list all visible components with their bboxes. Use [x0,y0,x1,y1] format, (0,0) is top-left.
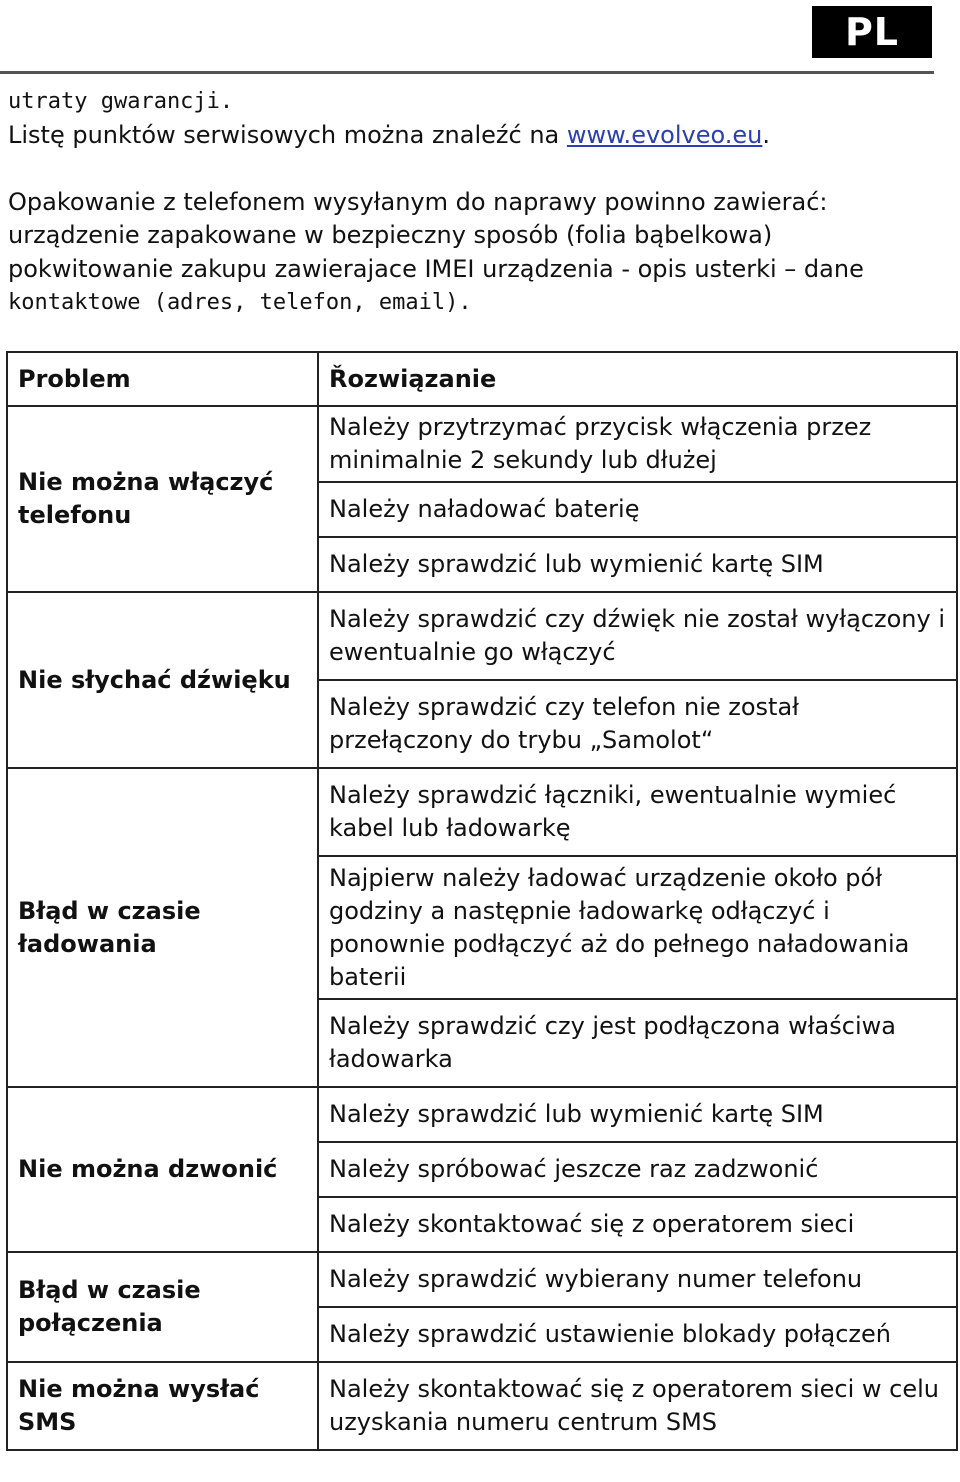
problem-line: Nie można włączyć [18,468,274,496]
table-header-row [7,352,957,406]
problem-cell [7,1087,318,1252]
problem-line: Nie można dzwonić [18,1155,278,1183]
intro-text [8,84,948,320]
table-row [7,768,957,856]
solution-cell: Należy sprawdzić łączniki, ewentualnie wymieć kabel lub ładowarkę [318,768,957,856]
problem-line: połączenia [18,1309,163,1337]
table-row [7,406,957,482]
solution-cell: Należy sprawdzić czy dźwięk nie został wyłączony i ewentualnie go włączyć [318,592,957,680]
header-rule [0,71,934,74]
table-row [7,1087,957,1142]
problem-line: telefonu [18,501,132,529]
header-problem: Problem [7,352,318,406]
solution-cell: Należy sprawdzić czy telefon nie został przełączony do trybu „Samolot“ [318,680,957,768]
table-row [7,592,957,680]
intro-para2-b: urządzenie zapakowane w bezpieczny sposób (folia bąbelkowa) [8,221,773,249]
solution-cell: Należy sprawdzić wybierany numer telefonu [318,1252,957,1307]
solution-cell: Najpierw należy ładować urządzenie około pół godziny a następnie ładowarkę odłączyć i ponownie podłączyć aż do pełnego naładowania baterii [318,856,957,999]
problem-cell [7,1362,318,1450]
intro-para2-a: Opakowanie z telefonem wysyłanym do naprawy powinno zawierać: [8,187,828,216]
problem-line: Nie słychać dźwięku [18,665,291,694]
solution-cell: Należy sprawdzić czy jest podłączona właściwa ładowarka [318,999,957,1087]
problem-cell [7,406,318,592]
problem-cell [7,768,318,1087]
intro-line-2: Listę punktów serwisowych można znaleźć na www.evolveo.eu. [8,120,770,149]
troubleshooting-table [6,351,958,1451]
intro-para2-c: pokwitowanie zakupu zawierajace IMEI urządzenia - opis usterki – dane [8,254,864,283]
problem-line: Nie można wysłać [18,1375,260,1403]
table-row [7,1252,957,1307]
problem-line: Błąd w czasie [18,1276,201,1304]
table-row [7,1362,957,1450]
evolveo-link[interactable]: www.evolveo.eu [566,120,763,149]
solution-cell: Należy skontaktować się z operatorem sieci w celu uzyskania numeru centrum SMS [318,1362,957,1450]
intro-para2-d: kontaktowe (adres, telefon, email). [8,290,472,315]
solution-cell: Należy spróbować jeszcze raz zadzwonić [318,1142,957,1197]
intro-line-1: utraty gwarancji. [8,89,234,114]
solution-cell: Należy naładować baterię [318,482,957,537]
header-solution: Řozwiązanie [318,352,957,406]
problem-cell [7,592,318,768]
solution-cell: Należy sprawdzić lub wymienić kartę SIM [318,537,957,592]
problem-line: SMS [18,1408,77,1436]
solution-cell: Należy przytrzymać przycisk włączenia przez minimalnie 2 sekundy lub dłużej [318,406,957,482]
problem-line: ładowania [18,929,157,958]
language-badge: PL [812,6,932,58]
problem-cell [7,1252,318,1362]
solution-cell: Należy skontaktować się z operatorem sieci [318,1197,957,1252]
solution-cell: Należy sprawdzić lub wymienić kartę SIM [318,1087,957,1142]
solution-cell: Należy sprawdzić ustawienie blokady połączeń [318,1307,957,1362]
problem-line: Błąd w czasie [18,896,201,925]
